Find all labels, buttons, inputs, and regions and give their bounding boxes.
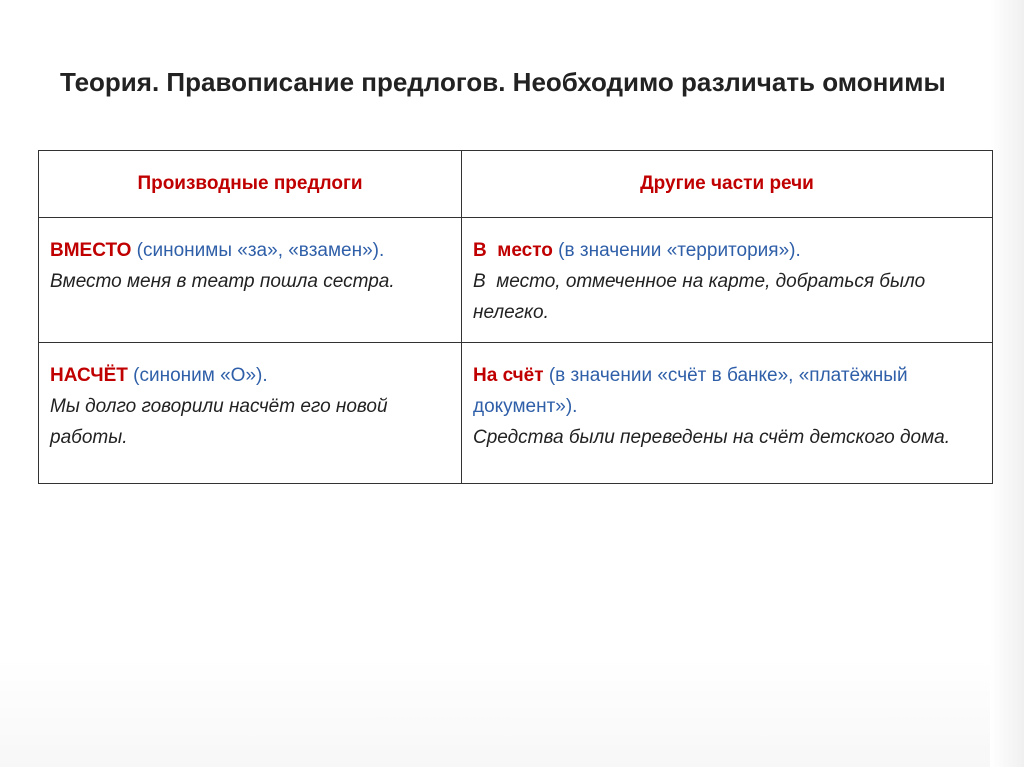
header-derived-prepositions: Производные предлоги xyxy=(39,151,462,218)
table-cell xyxy=(462,343,993,484)
table-row xyxy=(39,343,993,484)
example-sentence: Мы долго говорили насчёт его новой работы. xyxy=(50,396,388,448)
keyword: ВМЕСТО xyxy=(50,240,132,261)
example-sentence: Средства были переведены на счёт детского дома. xyxy=(473,427,950,448)
table-header-row xyxy=(39,151,993,218)
slide-edge-shading xyxy=(990,0,1024,767)
example-sentence: Вместо меня в театр пошла сестра. xyxy=(50,271,395,292)
table-cell xyxy=(39,218,462,343)
table-cell xyxy=(462,218,993,343)
keyword: НАСЧЁТ xyxy=(50,365,128,386)
homonyms-table xyxy=(38,150,993,484)
slide-title: Теория. Правописание предлогов. Необходимо различать омонимы xyxy=(60,67,946,97)
table-cell xyxy=(39,343,462,484)
table-row xyxy=(39,218,993,343)
example-sentence: В место, отмеченное на карте, добраться было нелегко. xyxy=(473,271,931,323)
meaning-note: (в значении «территория»). xyxy=(558,240,801,261)
keyword: На счёт xyxy=(473,365,544,386)
meaning-note: (синоним «О»). xyxy=(133,365,268,386)
meaning-note: (в значении «счёт в банке», «платёжный документ»). xyxy=(473,365,908,417)
meaning-note: (синонимы «за», «взамен»). xyxy=(136,240,385,261)
keyword: В место xyxy=(473,240,553,261)
header-other-parts-of-speech: Другие части речи xyxy=(462,151,993,218)
